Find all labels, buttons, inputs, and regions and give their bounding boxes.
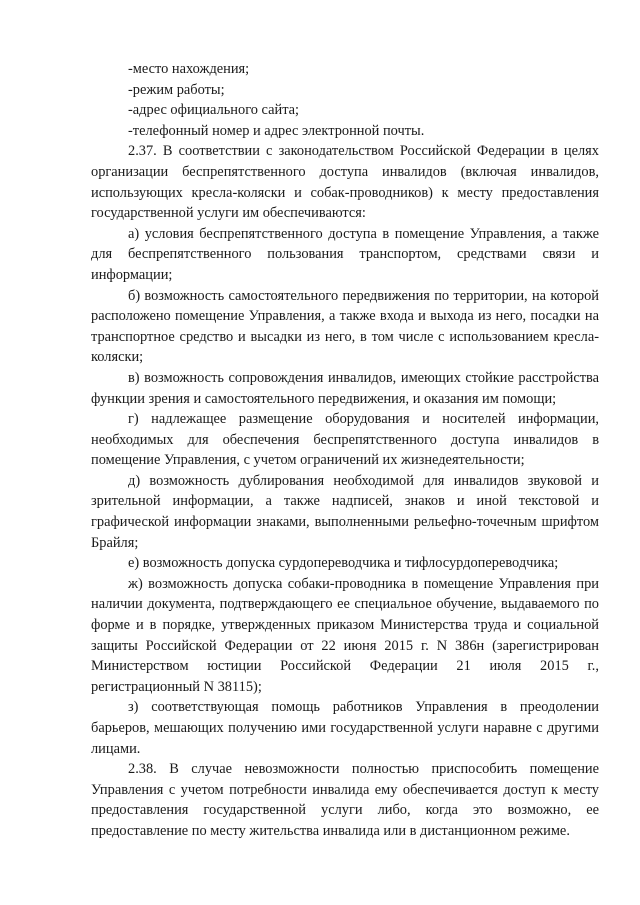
list-item-website: -адрес официального сайта; — [128, 102, 300, 119]
clause-g: г) надлежащее размещение оборудования и носителей информации, необходимых для обеспечения беспрепятственного доступа инвалидов в помещение Управления, с учетом ограничений их жизнедеятельности; — [91, 411, 599, 469]
list-item-location: -место нахождения; — [128, 61, 250, 77]
list-item-work-hours: -режим работы; — [128, 81, 225, 98]
document-body — [91, 59, 599, 842]
clause-zh: ж) возможность допуска собаки-проводника в помещение Управления при наличии документа, подтверждающего ее специальное обучение, выдаваемого по форме и в порядке, утвержденных приказом Министерства труда и социальной защиты Российской Федерации от 22 июня 2015 г. N 386н (зарегистрирован Министерством юстиции Российской Федерации 21 июля 2015 г., регистрационный N 38115); — [91, 575, 599, 695]
clause-z: з) соответствующая помощь работников Управления в преодолении барьеров, мешающих получению ими государственной услуги наравне с другими лицами. — [91, 699, 599, 757]
clause-b: б) возможность самостоятельного передвижения по территории, на которой расположено помещение Управления, а также входа и выхода из него, посадки на транспортное средство и высадки из него, в том числе с использованием кресла-коляски; — [91, 287, 599, 366]
section-2-38: 2.38. В случае невозможности полностью приспособить помещение Управления с учетом потребности инвалида ему обеспечивается доступ к месту предоставления государственной услуги либо, когда это возможно, ее предоставление по месту жительства инвалида или в дистанционном режиме. — [91, 761, 599, 839]
clause-a: а) условия беспрепятственного доступа в помещение Управления, а также для беспрепятственного пользования транспортом, средствами связи и информации; — [91, 225, 599, 283]
clause-e: е) возможность допуска сурдопереводчика и тифлосурдопереводчика; — [128, 555, 559, 572]
clause-v: в) возможность сопровождения инвалидов, имеющих стойкие расстройства функции зрения и самостоятельного передвижения, и оказания им помощи; — [91, 369, 599, 407]
section-2-37: 2.37. В соответствии с законодательством Российской Федерации в целях организации беспрепятственного доступа инвалидов (включая инвалидов, использующих кресла-коляски и собак-проводников) к месту предоставления государственной услуги им обеспечиваются: — [91, 143, 599, 222]
clause-d: д) возможность дублирования необходимой для инвалидов звуковой и зрительной информации, а также надписей, знаков и иной текстовой и графической информации знаками, выполненными рельефно-точечным шрифтом Брайля; — [91, 472, 599, 551]
list-item-contacts: -телефонный номер и адрес электронной почты. — [128, 122, 425, 139]
